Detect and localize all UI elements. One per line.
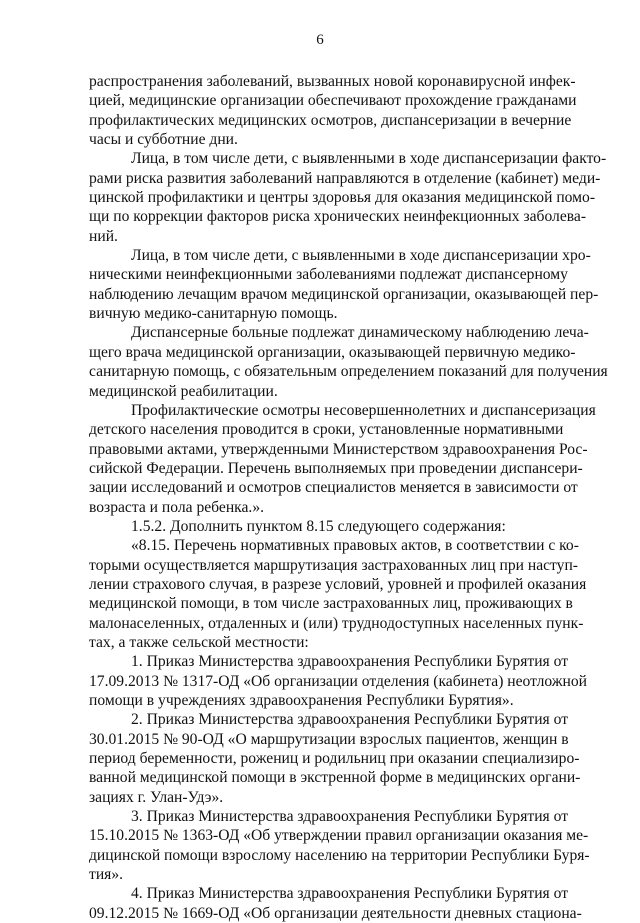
text-line: Профилактические осмотры несовершеннолетних и диспансеризация [131, 401, 596, 419]
text-line: часы и субботние дни. [89, 131, 238, 149]
list-item-4 [89, 884, 582, 923]
text-line: сийской Федерации. Перечень выполняемых при проведении диспансери- [89, 459, 583, 477]
text-line: помощи в учреждениях здравоохранения Республики Бурятия». [89, 692, 514, 709]
text-line: зации исследований и осмотров специалистов меняется в зависимости от [89, 479, 578, 497]
text-line: 1. Приказ Министерства здравоохранения Республики Бурятия от [131, 653, 569, 671]
text-line: 4. Приказ Министерства здравоохранения Республики Бурятия от [131, 885, 569, 903]
text-line: санитарную помощь, с обязательным определением показаний для получения [89, 363, 608, 381]
text-line: малонаселенных, отдаленных и (или) труднодоступных населенных пунк- [89, 614, 584, 632]
document-body [89, 72, 608, 923]
text-line: 09.12.2015 № 1669-ОД «Об организации деятельности дневных стациона- [89, 904, 582, 922]
text-line: тия». [89, 866, 124, 884]
page-number: 6 [316, 32, 324, 48]
text-line: Лица, в том числе дети, с выявленными в ходе диспансеризации хро- [131, 247, 591, 265]
text-line: Диспансерные больные подлежат динамическому наблюдению леча- [131, 324, 589, 342]
text-line: щего врача медицинской организации, оказывающей первичную медико- [89, 343, 576, 361]
text-line: 3. Приказ Министерства здравоохранения Республики Бурятия от [131, 808, 569, 826]
text-line: детского населения проводится в сроки, установленные нормативными [89, 421, 564, 439]
list-item-3 [89, 807, 590, 884]
text-line: дицинской помощи взрослому населению на территории Республики Буря- [89, 846, 590, 864]
text-line: щи по коррекции факторов риска хронических неинфекционных заболева- [89, 208, 587, 226]
list-item-1 [89, 652, 588, 710]
text-line: период беременности, рожениц и родильниц при оказании специализиро- [89, 750, 580, 768]
text-line: рами риска развития заболеваний направляются в отделение (кабинет) меди- [89, 169, 601, 187]
paragraph-4 [89, 323, 608, 400]
paragraph-5 [89, 401, 596, 517]
text-line: медицинской помощи, в том числе застрахованных лиц, проживающих в [89, 595, 573, 613]
text-line: распространения заболеваний, вызванных новой коронавирусной инфек- [89, 73, 576, 90]
text-line: наблюдению лечащим врачом медицинской организации, оказывающей пер- [89, 285, 599, 303]
text-line: вичную медико-санитарную помощь. [89, 305, 338, 323]
list-item-2 [89, 710, 581, 807]
text-line: цией, медицинские организации обеспечивают прохождение гражданами [89, 92, 577, 110]
text-line: лении страхового случая, в разрезе условий, уровней и профилей оказания [89, 575, 587, 593]
text-line: профилактических медицинских осмотров, диспансеризации в вечерние [89, 111, 572, 129]
text-line: ванной медицинской помощи в экстренной форме в медицинских органи- [89, 769, 581, 787]
text-line: торыми осуществляется маршрутизация застрахованных лиц при наступ- [89, 556, 579, 574]
paragraph-7 [89, 536, 587, 652]
text-line: 17.09.2013 № 1317-ОД «Об организации отделения (кабинета) неотложной [89, 672, 588, 690]
text-line: 15.10.2015 № 1363-ОД «Об утверждении правил организации оказания ме- [89, 827, 589, 845]
paragraph-6 [89, 517, 555, 536]
paragraph-3 [89, 246, 599, 323]
text-line: ническими неинфекционными заболеваниями подлежат диспансерному [89, 266, 568, 284]
text-line: цинской профилактики и центры здоровья для оказания медицинской помо- [89, 189, 596, 207]
text-line: Лица, в том числе дети, с выявленными в ходе диспансеризации факто- [131, 150, 607, 168]
paragraph-2 [89, 149, 607, 246]
text-line: ний. [89, 227, 118, 245]
text-line: 30.01.2015 № 90-ОД «О маршрутизации взрослых пациентов, женщин в [89, 730, 569, 748]
text-line: правовыми актами, утвержденными Министерством здравоохранения Рос- [89, 440, 588, 458]
text-line: «8.15. Перечень нормативных правовых актов, в соответствии с ко- [131, 537, 579, 555]
text-line: зациях г. Улан-Удэ». [89, 788, 224, 806]
text-line: 2. Приказ Министерства здравоохранения Республики Бурятия от [131, 711, 569, 729]
text-line: 1.5.2. Дополнить пунктом 8.15 следующего содержания: [131, 517, 506, 535]
text-line: тах, а также сельской местности: [89, 633, 309, 651]
text-line: медицинской реабилитации. [89, 382, 278, 400]
text-line: возраста и пола ребенка.». [89, 498, 265, 516]
paragraph-1 [89, 72, 577, 149]
